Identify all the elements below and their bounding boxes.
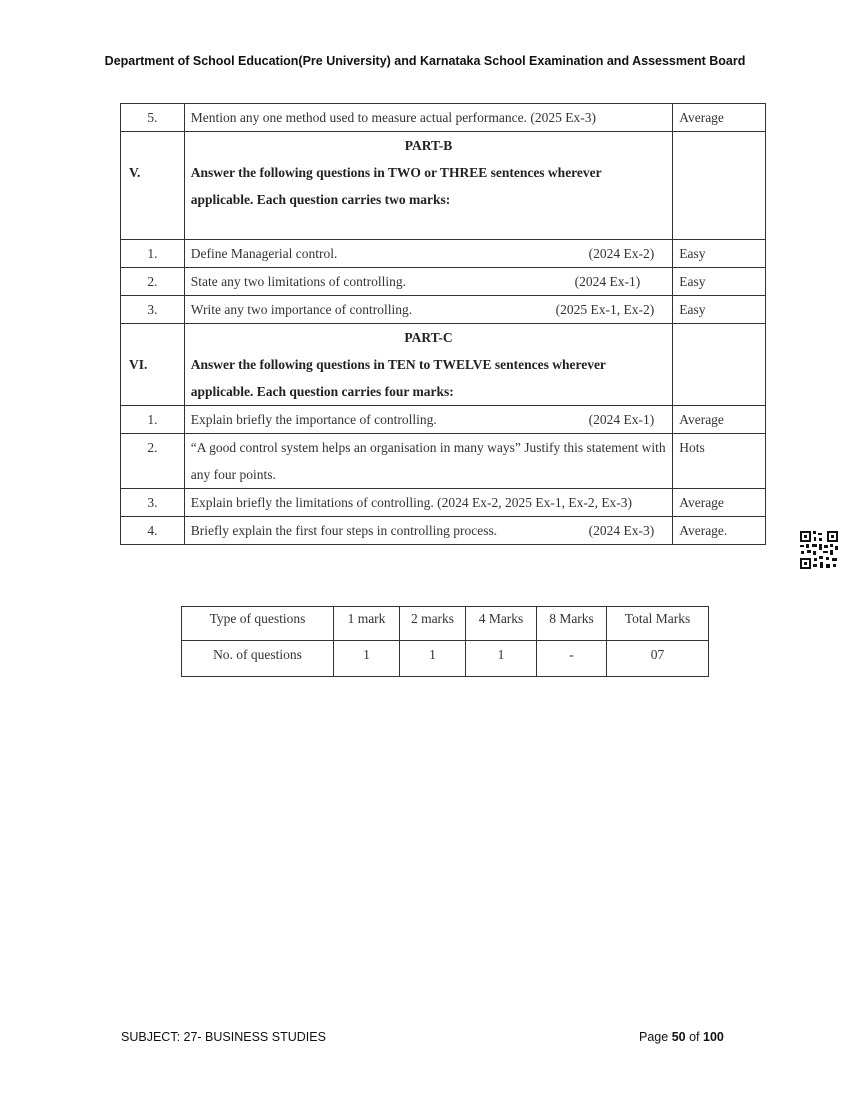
- table-cell: 1: [400, 641, 466, 677]
- question-number: 1.: [121, 406, 185, 434]
- question-text: Write any two importance of controlling. (2025 Ex-1, Ex-2): [184, 296, 672, 324]
- part-c-section: [184, 324, 672, 406]
- table-header-cell: 4 Marks: [466, 607, 537, 641]
- difficulty-level: Average.: [673, 517, 766, 545]
- question-text: Mention any one method used to measure actual performance. (2025 Ex-3): [184, 104, 672, 132]
- question-number: 4.: [121, 517, 185, 545]
- question-text: Explain briefly the importance of controlling. (2024 Ex-1): [184, 406, 672, 434]
- table-row: [121, 517, 766, 545]
- table-row: [121, 489, 766, 517]
- table-cell: 07: [607, 641, 709, 677]
- table-header-cell: Total Marks: [607, 607, 709, 641]
- questions-table: [120, 103, 766, 545]
- difficulty-level: Easy: [673, 240, 766, 268]
- part-c-instruction: Answer the following questions in TEN to TWELVE sentences wherever applicable. Each question carries four marks:: [190, 357, 606, 399]
- question-number: 2.: [121, 434, 185, 489]
- marks-summary-table: [181, 606, 709, 677]
- table-cell: -: [537, 641, 607, 677]
- difficulty-level: Hots: [673, 434, 766, 489]
- part-b-header-row: [121, 132, 766, 240]
- table-header-cell: 1 mark: [334, 607, 400, 641]
- table-row: [121, 296, 766, 324]
- part-b-instruction: Answer the following questions in TWO or THREE sentences wherever applicable. Each question carries two marks:: [190, 165, 602, 207]
- part-c-title: PART-C: [404, 330, 453, 345]
- question-number: 2.: [121, 268, 185, 296]
- table-header-cell: 8 Marks: [537, 607, 607, 641]
- part-c-header-row: [121, 324, 766, 406]
- question-text: “A good control system helps an organisation in many ways” Justify this statement with any four points.: [184, 434, 672, 489]
- table-cell: 1: [334, 641, 400, 677]
- table-cell: No. of questions: [182, 641, 334, 677]
- table-row: [121, 240, 766, 268]
- part-b-title: PART-B: [404, 138, 453, 153]
- table-row: [182, 641, 709, 677]
- table-header-cell: 2 marks: [400, 607, 466, 641]
- table-row: [121, 434, 766, 489]
- part-c-roman: VI.: [121, 324, 185, 406]
- question-number: 1.: [121, 240, 185, 268]
- part-b-section: [184, 132, 672, 240]
- question-text: Define Managerial control. (2024 Ex-2): [184, 240, 672, 268]
- difficulty-level: Easy: [673, 296, 766, 324]
- table-cell: 1: [466, 641, 537, 677]
- table-row: [121, 268, 766, 296]
- difficulty-level: Average: [673, 489, 766, 517]
- question-number: 3.: [121, 489, 185, 517]
- footer-subject: SUBJECT: 27- BUSINESS STUDIES: [121, 1030, 326, 1044]
- question-text: State any two limitations of controlling. (2024 Ex-1): [184, 268, 672, 296]
- table-row: [182, 607, 709, 641]
- qr-code-icon: [799, 530, 839, 570]
- table-row: [121, 104, 766, 132]
- page-header: Department of School Education(Pre University) and Karnataka School Examination and Assessment Board: [104, 54, 746, 68]
- question-text: Explain briefly the limitations of controlling. (2024 Ex-2, 2025 Ex-1, Ex-2, Ex-3): [184, 489, 672, 517]
- part-b-roman: V.: [121, 132, 185, 240]
- table-row: [121, 406, 766, 434]
- question-number: 3.: [121, 296, 185, 324]
- footer-page-number: Page 50 of 100: [639, 1030, 724, 1044]
- difficulty-level: Easy: [673, 268, 766, 296]
- table-header-cell: Type of questions: [182, 607, 334, 641]
- question-number: 5.: [121, 104, 185, 132]
- difficulty-level: Average: [673, 104, 766, 132]
- difficulty-level: Average: [673, 406, 766, 434]
- question-text: Briefly explain the first four steps in controlling process. (2024 Ex-3): [184, 517, 672, 545]
